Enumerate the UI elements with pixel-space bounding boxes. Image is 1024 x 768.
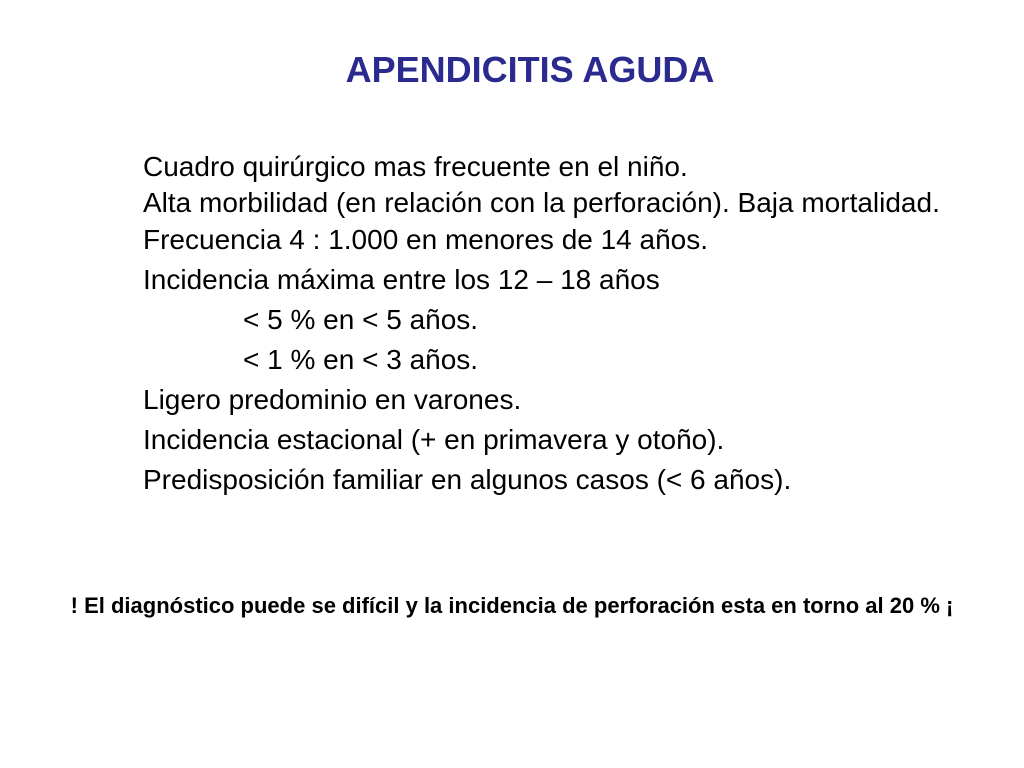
text-line-under-3: < 1 % en < 3 años. xyxy=(243,344,479,375)
text-line-under-5: < 5 % en < 5 años. xyxy=(243,304,479,335)
text-line-frequency: Frecuencia 4 : 1.000 en menores de 14 años. xyxy=(143,224,709,255)
text-line-male-predominance: Ligero predominio en varones. xyxy=(143,384,522,415)
text-line-max-incidence: Incidencia máxima entre los 12 – 18 años xyxy=(143,264,660,295)
warning-note: ! El diagnóstico puede se difícil y la incidencia de perforación esta en torno al 20 % ¡ xyxy=(70,593,954,618)
text-line-morbidity: Alta morbilidad (en relación con la perforación). Baja mortalidad. xyxy=(143,187,940,218)
slide-title: APENDICITIS AGUDA xyxy=(345,49,715,90)
text-line-seasonal: Incidencia estacional (+ en primavera y otoño). xyxy=(143,424,725,455)
text-line-familial: Predisposición familiar en algunos casos (< 6 años). xyxy=(143,464,792,495)
text-line-surgical-frequency: Cuadro quirúrgico mas frecuente en el niño. xyxy=(143,151,688,182)
slide-body xyxy=(38,150,998,497)
